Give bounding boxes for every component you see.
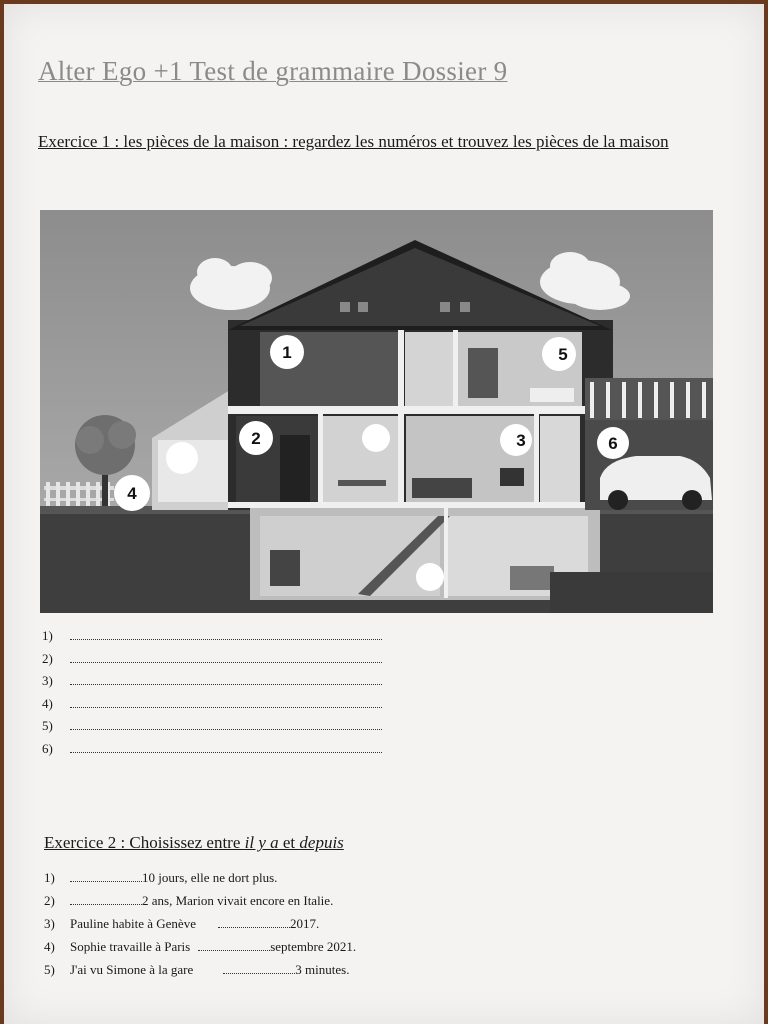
room-marker-5 (542, 337, 576, 371)
answer-line[interactable] (42, 718, 382, 741)
exercise2-item (44, 939, 464, 962)
answer-blank[interactable] (70, 697, 382, 708)
exercise2-items (44, 870, 464, 985)
item-prefix: J'ai vu Simone à la gare (70, 962, 194, 977)
page-title: Alter Ego +1 Test de grammaire Dossier 9 (38, 56, 508, 86)
answer-blank[interactable] (70, 674, 382, 685)
svg-text:6: 6 (608, 434, 618, 453)
item-prefix: Sophie travaille à Paris (70, 939, 191, 954)
item-text: 2017. (289, 916, 320, 931)
fill-blank[interactable] (218, 917, 290, 928)
exercise1-heading: Exercice 1 : les pièces de la maison : regardez les numéros et trouvez les pièces de la maison (38, 132, 669, 151)
item-text: 2 ans, Marion vivait encore en Italie. (142, 893, 334, 908)
svg-text:2: 2 (251, 429, 261, 448)
item-number: 5) (44, 962, 55, 977)
room-marker-4 (114, 475, 150, 511)
item-text: 10 jours, elle ne dort plus. (142, 870, 278, 885)
svg-text:5: 5 (558, 345, 568, 364)
answer-number: 1) (42, 628, 53, 643)
answer-blank[interactable] (70, 652, 382, 663)
exercise2-heading (44, 833, 344, 853)
answer-number: 3) (42, 673, 53, 688)
answer-number: 2) (42, 650, 53, 666)
answer-blank[interactable] (70, 629, 382, 640)
exercise2-item (44, 870, 464, 893)
exercise1-answer-lines (42, 628, 382, 763)
exercise2-item (44, 916, 464, 939)
exercise2-heading-prefix: Exercice 2 : Choisissez entre (44, 833, 245, 852)
answer-number: 4) (42, 695, 53, 711)
fill-blank[interactable] (198, 940, 270, 951)
room-marker-3 (500, 424, 532, 456)
item-number: 4) (44, 939, 55, 954)
fill-blank[interactable] (223, 963, 295, 974)
answer-blank[interactable] (70, 719, 382, 730)
exercise2-heading-depuis: depuis (299, 833, 344, 852)
item-text: 3 minutes. (295, 962, 350, 977)
answer-blank[interactable] (70, 742, 382, 753)
svg-text:3: 3 (516, 431, 526, 450)
item-number: 3) (44, 916, 55, 931)
fill-blank[interactable] (70, 894, 142, 905)
house-cross-section-illustration (40, 210, 713, 613)
svg-text:1: 1 (282, 343, 292, 362)
room-marker-2 (239, 421, 273, 455)
item-number: 1) (44, 870, 55, 885)
item-number: 2) (44, 893, 55, 908)
fill-blank[interactable] (70, 871, 142, 882)
exercise2-heading-et: et (278, 833, 300, 852)
room-marker-6 (597, 427, 629, 459)
exercise2-heading-ilya: il y a (244, 833, 279, 852)
item-prefix: Pauline habite à Genève (70, 916, 196, 931)
worksheet-page (4, 4, 764, 1024)
svg-text:4: 4 (127, 484, 137, 503)
answer-line[interactable] (42, 673, 382, 696)
answer-number: 5) (42, 718, 53, 733)
item-text: septembre 2021. (270, 939, 357, 954)
answer-line[interactable] (42, 651, 382, 674)
room-marker-1 (270, 335, 304, 369)
exercise2-item (44, 962, 464, 985)
answer-number: 6) (42, 740, 53, 756)
exercise2-item (44, 893, 464, 916)
answer-line[interactable] (42, 741, 382, 764)
answer-line[interactable] (42, 696, 382, 719)
answer-line[interactable] (42, 628, 382, 651)
